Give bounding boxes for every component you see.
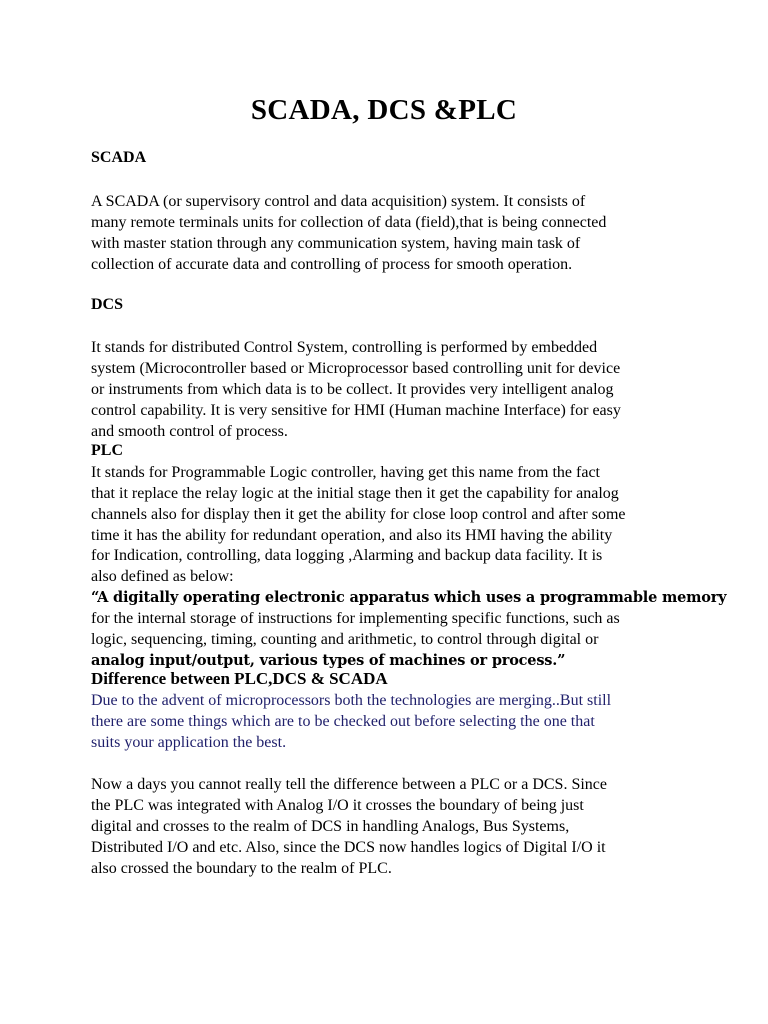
scada-heading: SCADA	[91, 149, 147, 166]
dcs-paragraph-line: It stands for distributed Control System, controlling is performed by embedded	[91, 339, 598, 356]
plc-heading: PLC	[91, 442, 123, 459]
dcs-heading: DCS	[91, 296, 124, 313]
difference-paragraph-line: Now a days you cannot really tell the difference between a PLC or a DCS. Since	[91, 776, 607, 793]
plc-definition-quote-line: “A digitally operating electronic apparatus which uses a programmable memory	[91, 589, 727, 606]
plc-paragraph-line: It stands for Programmable Logic controller, having get this name from the fact	[91, 464, 600, 481]
scada-paragraph-line: many remote terminals units for collection of data (field),that is being connected	[91, 214, 607, 231]
difference-intro-line: suits your application the best.	[91, 734, 287, 751]
dcs-paragraph-line: control capability. It is very sensitive for HMI (Human machine Interface) for easy	[91, 402, 621, 419]
difference-paragraph-line: the PLC was integrated with Analog I/O it crosses the boundary of being just	[91, 797, 584, 814]
difference-paragraph-line: digital and crosses to the realm of DCS in handling Analogs, Bus Systems,	[91, 818, 570, 835]
plc-definition-quote-line: logic, sequencing, timing, counting and arithmetic, to control through digital or	[91, 631, 599, 648]
dcs-paragraph-line: system (Microcontroller based or Microprocessor based controlling unit for device	[91, 360, 621, 377]
dcs-paragraph-line: or instruments from which data is to be collect. It provides very intelligent analog	[91, 381, 614, 398]
dcs-paragraph-line: and smooth control of process.	[91, 423, 288, 440]
difference-intro-line: there are some things which are to be checked out before selecting the one that	[91, 713, 595, 730]
difference-intro-line: Due to the advent of microprocessors both the technologies are merging..But still	[91, 692, 612, 709]
difference-heading: Difference between PLC,DCS & SCADA	[91, 669, 388, 688]
plc-paragraph-line: channels also for display then it get the ability for close loop control and after some	[91, 506, 626, 523]
scada-paragraph-line: collection of accurate data and controlling of process for smooth operation.	[91, 256, 573, 273]
plc-definition-quote-line: analog input/output, various types of machines or process.”	[91, 652, 566, 669]
scada-paragraph-line: A SCADA (or supervisory control and data acquisition) system. It consists of	[91, 193, 586, 210]
difference-paragraph-line: also crossed the boundary to the realm of PLC.	[91, 860, 392, 877]
scada-paragraph-line: with master station through any communication system, having main task of	[91, 235, 581, 252]
plc-paragraph-line: that it replace the relay logic at the initial stage then it get the capability for analog	[91, 485, 619, 502]
plc-paragraph-line: for Indication, controlling, data logging ,Alarming and backup data facility. It is	[91, 547, 603, 564]
plc-paragraph-line: time it has the ability for redundant operation, and also its HMI having the ability	[91, 527, 613, 544]
plc-definition-quote-line: for the internal storage of instructions for implementing specific functions, such as	[91, 610, 620, 627]
difference-paragraph-line: Distributed I/O and etc. Also, since the DCS now handles logics of Digital I/O it	[91, 839, 606, 856]
document-title: SCADA, DCS &PLC	[250, 94, 518, 126]
plc-paragraph-line: also defined as below:	[91, 568, 234, 585]
